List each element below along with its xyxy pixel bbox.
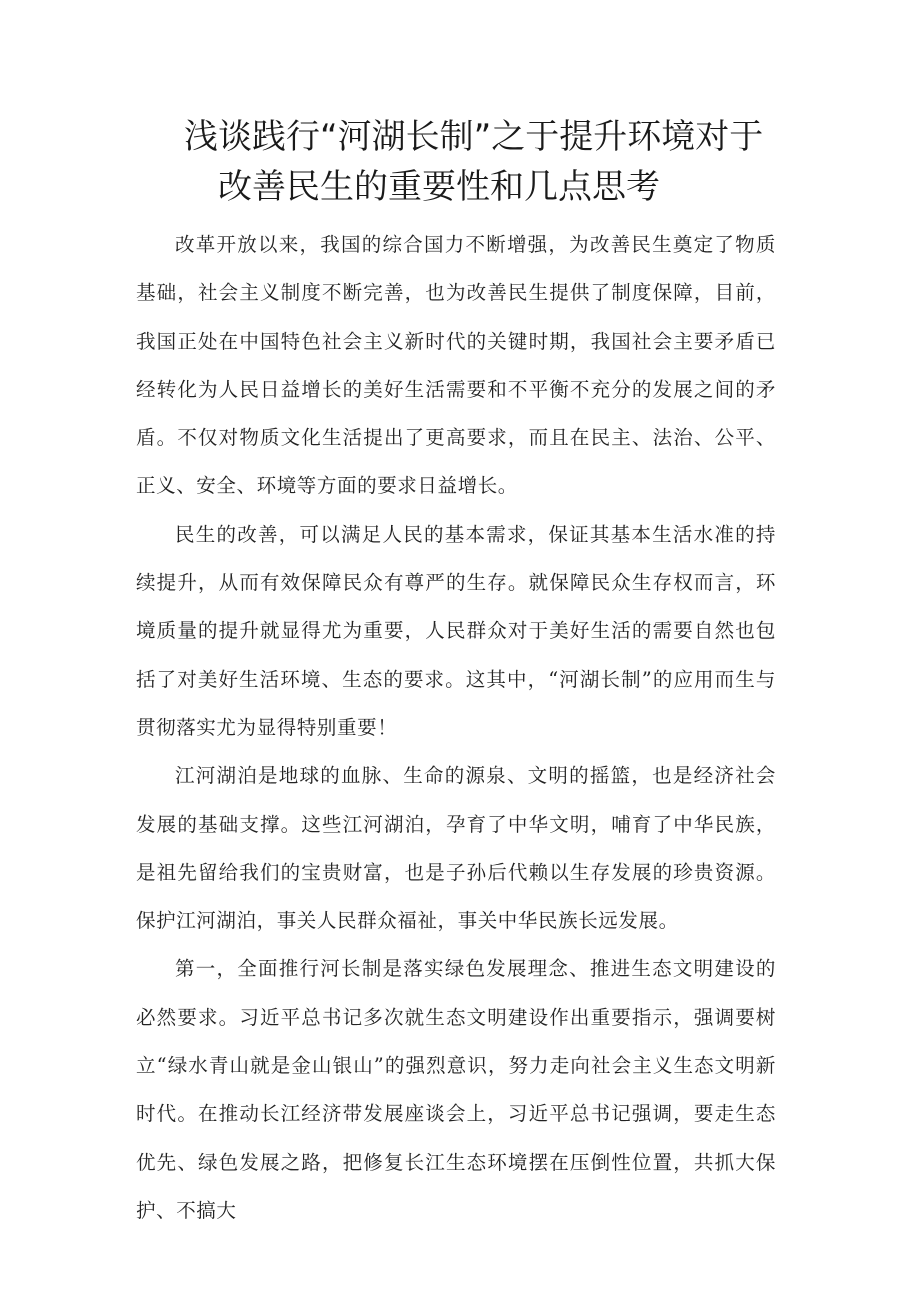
title-line-2: 改善民生的重要性和几点思考	[218, 167, 660, 207]
paragraph-1: 改革开放以来，我国的综合国力不断增强，为改善民生奠定了物质基础，社会主义制度不断完善，也为改善民生提供了制度保障，目前，我国正处在中国特色社会主义新时代的关键时期，我国社会主要矛盾已经转化为人民日益增长的美好生活需要和不平衡不充分的发展之间的矛盾。不仅对物质文化生活提出了更高要求，而且在民主、法治、公平、正义、安全、环境等方面的要求日益增长。	[136, 233, 776, 498]
paragraph-3: 江河湖泊是地球的血脉、生命的源泉、文明的摇篮，也是经济社会发展的基础支撑。这些江河湖泊，孕育了中华文明，哺育了中华民族，是祖先留给我们的宝贵财富，也是子孙后代赖以生存发展的珍贵资源。保护江河湖泊，事关人民群众福祉，事关中华民族长远发展。	[136, 764, 776, 933]
document-body	[136, 221, 776, 1235]
title-line-1: 浅谈践行“河湖长制”之于提升环境对于	[184, 117, 764, 157]
paragraph-2: 民生的改善，可以满足人民的基本需求，保证其基本生活水准的持续提升，从而有效保障民众有尊严的生存。就保障民众生存权而言，环境质量的提升就显得尤为重要，人民群众对于美好生活的需要自然也包括了对美好生活环境、生态的要求。这其中，“河湖长制”的应用而生与贯彻落实尤为显得特别重要！	[136, 522, 776, 739]
paragraph-4: 第一，全面推行河长制是落实绿色发展理念、推进生态文明建设的必然要求。习近平总书记多次就生态文明建设作出重要指示，强调要树立“绿水青山就是金山银山”的强烈意识，努力走向社会主义生态文明新时代。在推动长江经济带发展座谈会上，习近平总书记强调，要走生态优先、绿色发展之路，把修复长江生态环境摆在压倒性位置，共抓大保护、不搞大	[136, 957, 776, 1222]
document-title	[136, 112, 796, 212]
